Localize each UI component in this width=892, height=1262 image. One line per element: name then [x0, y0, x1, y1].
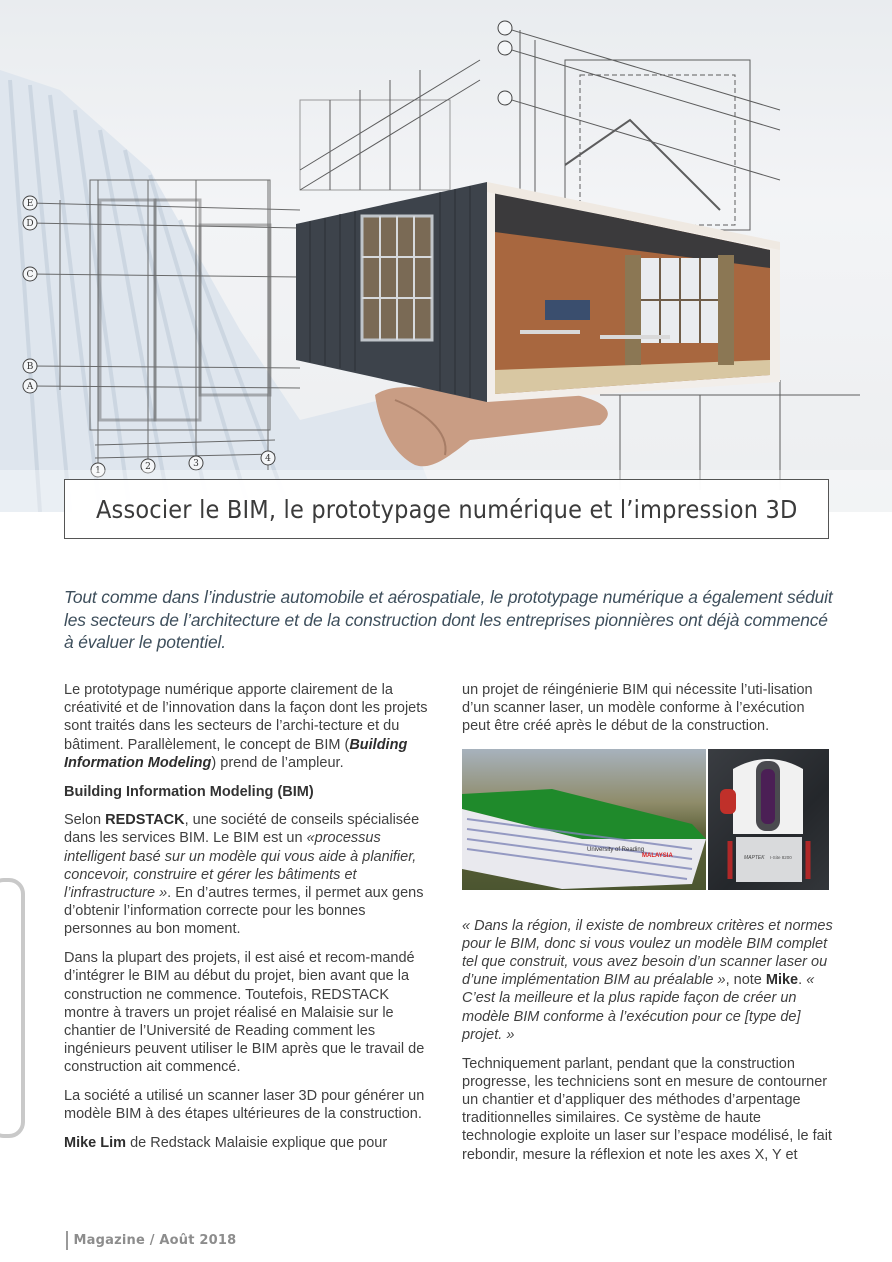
plan-column-label: 2	[145, 462, 151, 472]
article-title: Associer le BIM, le prototypage numérique et l’impression 3D	[95, 494, 798, 524]
article-title-box	[64, 479, 829, 539]
person-name: Mike	[765, 972, 799, 989]
quote-text: « C’est la meilleure et la plus rapide façon de créer un modèle BIM conforme à l’exécution pour ce [type de] projet. »	[462, 972, 815, 1043]
hero-image	[0, 0, 892, 512]
scanner-model: I-Site 8200	[770, 854, 792, 860]
section-heading: Building Information Modeling (BIM)	[64, 783, 314, 800]
paragraph-text: .	[798, 972, 807, 989]
plan-column-label: 4	[265, 454, 271, 464]
plan-axis-label: D	[26, 219, 34, 229]
quote-text: «processus intelligent basé sur un modèle qui vous aide à planifier, concevoir, construire et gérer les bâtiments et l’infrastructure »	[64, 830, 417, 902]
company-name: REDSTACK	[105, 812, 185, 829]
paragraph-text: , une société de conseils spécialisée dans les services BIM. Le BIM est un	[64, 812, 420, 847]
right-column	[462, 681, 834, 1174]
person-name: Mike Lim	[64, 1134, 127, 1151]
plan-axis-label: B	[26, 362, 34, 372]
paragraph	[64, 1134, 436, 1152]
paragraph-text: , note	[725, 972, 766, 989]
plan-axis-label: C	[26, 270, 34, 280]
emphasis-term: Building Information Modeling	[64, 736, 408, 771]
model-caption-accent: MALAYSIA	[642, 852, 673, 859]
paragraph-text: Selon	[64, 812, 106, 829]
quote-text: « Dans la région, il existe de nombreux critères et normes pour le BIM, donc si vous voulez un modèle BIM complet tel que construit, vous avez besoin d’un scanner laser ou d’une implémentation BIM au préalable »	[462, 917, 833, 989]
paragraph: Dans la plupart des projets, il est aisé et recom-mandé d’intégrer le BIM au début du projet, bien avant que la construction ne commence. Toutefois, REDSTACK montre à travers un projet réalisé en Malaisie sur le chantier de l’Université de Reading comment les ingénieurs peuvent utiliser le BIM après que le travail de construction ait commencé.	[64, 950, 425, 1076]
laser-scanner-image	[708, 749, 829, 890]
page-footer	[66, 1231, 236, 1250]
laser-scanner-illustration	[708, 749, 829, 890]
paragraph-text: Le prototypage numérique apporte clairement de la créativité et de l’innovation dans la façon dont les projets sont traités dans les secteurs de l’archi-tecture et du bâtiment. Parallèlement, le concept de BIM (	[64, 682, 428, 753]
plan-column-label: 3	[193, 459, 199, 469]
plan-column-label: 1	[95, 466, 101, 476]
quote-paragraph	[462, 917, 834, 1044]
left-column	[64, 681, 436, 1163]
bim-model-illustration	[462, 749, 706, 890]
model-caption: University of Reading	[587, 846, 645, 853]
footer-divider	[66, 1231, 68, 1250]
paragraph-text: de Redstack Malaisie explique que pour	[126, 1134, 388, 1151]
paragraph: Techniquement parlant, pendant que la construction progresse, les techniciens sont en mesure de contourner un chantier et d’appliquer des méthodes d’arpentage traditionnelles similaires. Ce système de haute technologie exploite un laser sur l’espace modélisé, le fait rebondir, mesure la réflexion et note les axes X, Y et	[462, 1055, 832, 1163]
hero-illustration	[0, 0, 892, 512]
paragraph: un projet de réingénierie BIM qui nécessite l’uti-lisation d’un scanner laser, un modèle conforme à l’exécution peut être créé après le début de la construction.	[462, 682, 813, 735]
paragraph-text: ) prend de l’ampleur.	[211, 754, 344, 771]
paragraph: La société a utilisé un scanner laser 3D pour générer un modèle BIM à des étapes ultérieures de la construction.	[64, 1088, 425, 1123]
article-lead: Tout comme dans l’industrie automobile et aérospatiale, le prototypage numérique a également séduit les secteurs de l’architecture et de la construction dont les entreprises pionnières ont déjà commencé à évaluer le potentiel.	[64, 587, 833, 653]
footer-issue: Magazine / Août 2018	[73, 1233, 237, 1248]
paragraph	[64, 681, 436, 772]
side-bracket-decoration	[0, 878, 25, 1138]
plan-axis-label: A	[26, 382, 34, 392]
plan-axis-label: E	[26, 199, 34, 209]
scanner-brand: MAPTEK	[744, 854, 765, 861]
figure-pair	[462, 749, 829, 890]
paragraph-text: . En d’autres termes, il permet aux gens d’obtenir l’information correcte pour les bonnes personnes au bon moment.	[64, 885, 424, 938]
bim-model-image	[462, 749, 706, 890]
paragraph	[64, 811, 436, 938]
